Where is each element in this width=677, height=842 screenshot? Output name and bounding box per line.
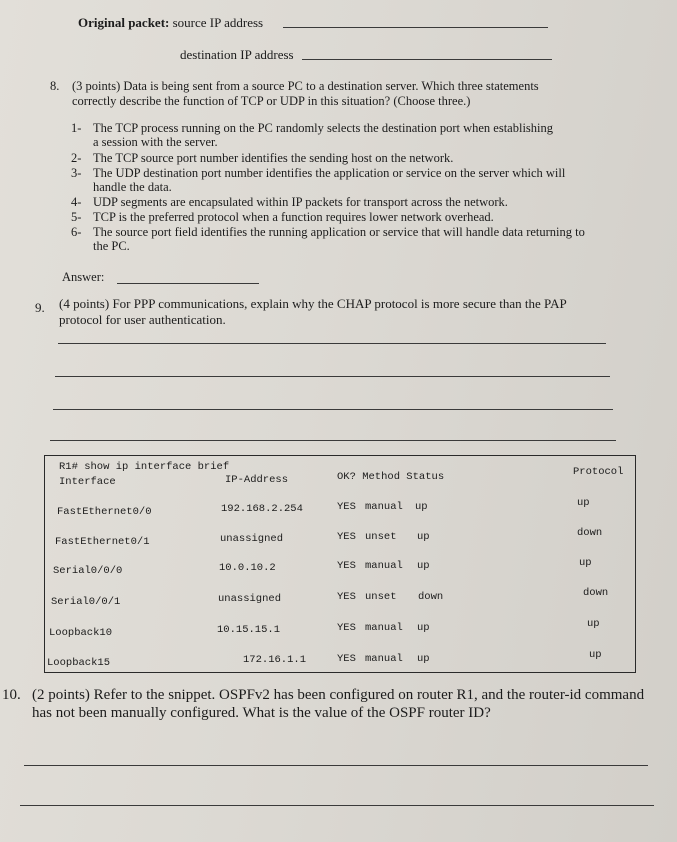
destination-ip-answer-line[interactable] (302, 59, 552, 60)
q8-option-4: 4- UDP segments are encapsulated within IP packets for transport across the network. (71, 195, 508, 209)
row-ip: 192.168.2.254 (221, 503, 303, 515)
q8-option-2: 2- The TCP source port number identifies the sending host on the network. (71, 151, 454, 165)
row-method: manual (365, 501, 403, 513)
q8-number: 8. (50, 79, 60, 93)
row-interface: Loopback10 (49, 627, 113, 639)
row-protocol: up (589, 649, 602, 661)
q10-text: (2 points) Refer to the snippet. OSPFv2 has been configured on router R1, and the router-id command has not been manually configured. What is the value of the OSPF router ID? (32, 687, 645, 721)
q10-answer-line-2[interactable] (20, 805, 654, 806)
row-interface: FastEthernet0/1 (55, 536, 150, 548)
row-protocol: down (577, 527, 603, 539)
q8-answer-line[interactable] (117, 283, 259, 284)
row-ok: YES (337, 653, 356, 665)
destination-ip-label: destination IP address (180, 47, 294, 62)
row-ip: 10.15.15.1 (217, 624, 281, 636)
show-ip-interface-snippet (44, 455, 636, 673)
row-protocol: up (587, 618, 600, 630)
q8-answer-label: Answer: (62, 270, 105, 284)
row-ip: 10.0.10.2 (219, 562, 276, 574)
row-method: manual (365, 622, 403, 634)
row-method: manual (365, 560, 403, 572)
row-status: up (417, 622, 430, 634)
header-protocol: Protocol (573, 466, 624, 478)
row-ip: unassigned (220, 533, 284, 545)
row-ok: YES (337, 501, 356, 513)
row-ok: YES (337, 531, 356, 543)
q8-text: (3 points) Data is being sent from a source PC to a destination server. Which three statements correctly describe the function of TCP or UDP in this situation? (Choose three.) (72, 79, 539, 108)
row-method: manual (365, 653, 403, 665)
row-interface: Serial0/0/0 (53, 565, 123, 577)
q8-option-3: 3- The UDP destination port number identifies the application or service on the server which will handle the data. (71, 166, 566, 194)
q9-answer-line-3[interactable] (53, 409, 613, 410)
q8-option-6: 6- The source port field identifies the running application or service that will handle data returning to the PC. (71, 225, 585, 253)
source-ip-label: Original packet: source IP address (78, 15, 264, 30)
row-status: up (415, 501, 428, 513)
row-interface: Loopback15 (47, 657, 111, 669)
row-method: unset (365, 531, 397, 543)
row-ok: YES (337, 560, 356, 572)
header-ok-method-status: OK? Method Status (337, 471, 445, 483)
row-ip: 172.16.1.1 (243, 654, 307, 666)
row-protocol: up (579, 557, 592, 569)
row-status: up (417, 560, 430, 572)
row-interface: Serial0/0/1 (51, 596, 121, 608)
q9-answer-line-1[interactable] (58, 343, 606, 344)
source-ip-answer-line[interactable] (283, 27, 548, 28)
row-status: up (417, 653, 430, 665)
q9-text: (4 points) For PPP communications, explain why the CHAP protocol is more secure than the PAP protocol for user authentication. (59, 296, 567, 327)
header-ip-address: IP-Address (225, 474, 289, 486)
q8-option-5: 5- TCP is the preferred protocol when a function requires lower network overhead. (71, 210, 494, 224)
q8-option-1: 1- The TCP process running on the PC randomly selects the destination port when establishing a session with the server. (71, 121, 554, 149)
q9-answer-line-2[interactable] (55, 376, 610, 377)
row-ok: YES (337, 622, 356, 634)
row-ok: YES (337, 591, 356, 603)
q9-answer-line-4[interactable] (50, 440, 616, 441)
row-protocol: up (577, 497, 590, 509)
q9-number: 9. (35, 300, 45, 315)
q10-answer-line-1[interactable] (24, 765, 648, 766)
row-status: up (417, 531, 430, 543)
row-status: down (418, 591, 444, 603)
snippet-command: R1# show ip interface brief (59, 461, 230, 473)
row-protocol: down (583, 587, 609, 599)
row-interface: FastEthernet0/0 (57, 506, 152, 518)
row-method: unset (365, 591, 397, 603)
q10-number: 10. (2, 687, 21, 703)
row-ip: unassigned (218, 593, 282, 605)
header-interface: Interface (59, 476, 116, 488)
